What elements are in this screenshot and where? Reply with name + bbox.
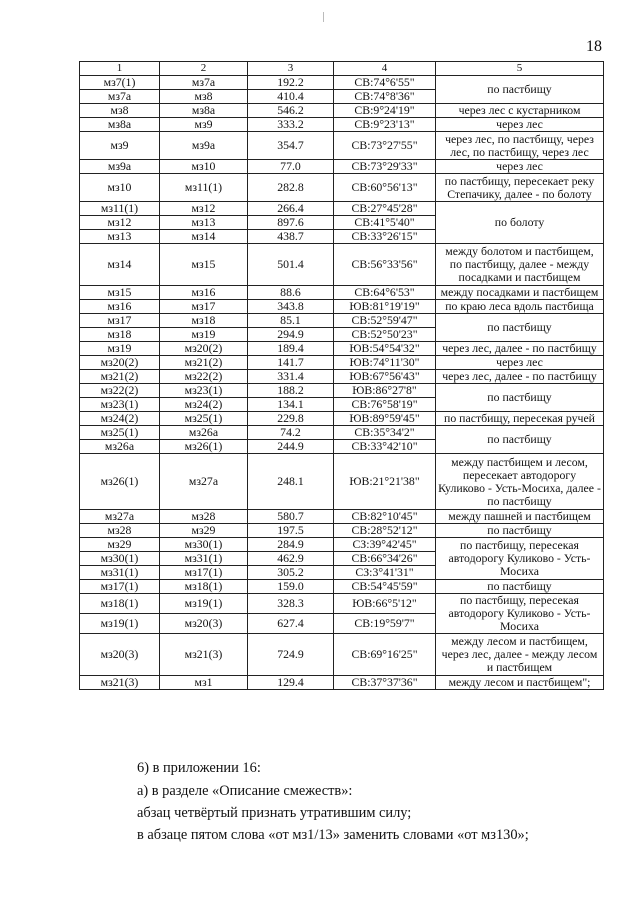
table-row	[80, 160, 604, 174]
bearing-cell: СВ:52°59'47"	[334, 314, 436, 328]
table-header-row	[80, 62, 604, 76]
table-row	[80, 594, 604, 614]
header-cell: 2	[160, 62, 248, 76]
description-cell: по пастбищу, пересекая ручей	[436, 412, 604, 426]
table-row	[80, 454, 604, 510]
bearing-cell: СВ:69°16'25"	[334, 634, 436, 676]
from-point-cell: мз20(3)	[80, 634, 160, 676]
description-cell: по пастбищу, пересекает реку Степачику, далее - по болоту	[436, 174, 604, 202]
bearing-cell: СВ:76°58'19"	[334, 398, 436, 412]
to-point-cell: мз31(1)	[160, 552, 248, 566]
table-row	[80, 244, 604, 286]
bearing-cell: СВ:33°42'10"	[334, 440, 436, 454]
from-point-cell: мз18	[80, 328, 160, 342]
table-row	[80, 384, 604, 398]
table-row	[80, 412, 604, 426]
length-cell: 189.4	[248, 342, 334, 356]
header-cell: 3	[248, 62, 334, 76]
bearing-cell: СВ:56°33'56"	[334, 244, 436, 286]
table-row	[80, 342, 604, 356]
scan-mark	[323, 12, 324, 22]
to-point-cell: мз25(1)	[160, 412, 248, 426]
to-point-cell: мз21(2)	[160, 356, 248, 370]
from-point-cell: мз10	[80, 174, 160, 202]
description-cell: между болотом и пастбищем, по пастбищу, далее - между посадками и пастбищем	[436, 244, 604, 286]
bearing-cell: СВ:27°45'28"	[334, 202, 436, 216]
to-point-cell: мз27а	[160, 454, 248, 510]
length-cell: 305.2	[248, 566, 334, 580]
from-point-cell: мз16	[80, 300, 160, 314]
to-point-cell: мз16	[160, 286, 248, 300]
description-cell: между пастбищем и лесом, пересекает автодорогу Куликово - Усть-Мосиха, далее - по пастбищу	[436, 454, 604, 510]
description-cell: между лесом и пастбищем";	[436, 676, 604, 690]
description-cell: между лесом и пастбищем, через лес, далее - между лесом и пастбищем	[436, 634, 604, 676]
length-cell: 134.1	[248, 398, 334, 412]
table-row	[80, 370, 604, 384]
description-cell: через лес	[436, 160, 604, 174]
bearing-cell: СВ:35°34'2"	[334, 426, 436, 440]
from-point-cell: мз26а	[80, 440, 160, 454]
table-row	[80, 76, 604, 90]
table-row	[80, 524, 604, 538]
bearing-cell: ЮВ:66°5'12"	[334, 594, 436, 614]
from-point-cell: мз8а	[80, 118, 160, 132]
length-cell: 74.2	[248, 426, 334, 440]
from-point-cell: мз27а	[80, 510, 160, 524]
bearing-cell: СВ:74°6'55"	[334, 76, 436, 90]
bearing-cell: СВ:9°24'19"	[334, 104, 436, 118]
description-cell: по краю леса вдоль пастбища	[436, 300, 604, 314]
table-row	[80, 676, 604, 690]
description-cell: по пастбищу	[436, 384, 604, 412]
length-cell: 501.4	[248, 244, 334, 286]
to-point-cell: мз7а	[160, 76, 248, 90]
length-cell: 724.9	[248, 634, 334, 676]
length-cell: 244.9	[248, 440, 334, 454]
bearing-cell: ЮВ:21°21'38"	[334, 454, 436, 510]
length-cell: 546.2	[248, 104, 334, 118]
bearing-cell: СВ:41°5'40"	[334, 216, 436, 230]
length-cell: 580.7	[248, 510, 334, 524]
to-point-cell: мз26а	[160, 426, 248, 440]
header-cell: 1	[80, 62, 160, 76]
length-cell: 410.4	[248, 90, 334, 104]
description-cell: по пастбищу	[436, 314, 604, 342]
length-cell: 897.6	[248, 216, 334, 230]
from-point-cell: мз9а	[80, 160, 160, 174]
bearing-cell: СВ:74°8'36"	[334, 90, 436, 104]
bearing-cell: СВ:64°6'53"	[334, 286, 436, 300]
bearing-cell: ЮВ:89°59'45"	[334, 412, 436, 426]
bearing-cell: СВ:28°52'12"	[334, 524, 436, 538]
description-cell: через лес	[436, 356, 604, 370]
description-cell: через лес с кустарником	[436, 104, 604, 118]
description-cell: через лес, далее - по пастбищу	[436, 370, 604, 384]
to-point-cell: мз17	[160, 300, 248, 314]
to-point-cell: мз29	[160, 524, 248, 538]
length-cell: 248.1	[248, 454, 334, 510]
to-point-cell: мз17(1)	[160, 566, 248, 580]
to-point-cell: мз19(1)	[160, 594, 248, 614]
table-row	[80, 314, 604, 328]
description-cell: по пастбищу	[436, 426, 604, 454]
to-point-cell: мз19	[160, 328, 248, 342]
from-point-cell: мз30(1)	[80, 552, 160, 566]
to-point-cell: мз10	[160, 160, 248, 174]
from-point-cell: мз7(1)	[80, 76, 160, 90]
to-point-cell: мз13	[160, 216, 248, 230]
length-cell: 284.9	[248, 538, 334, 552]
length-cell: 229.8	[248, 412, 334, 426]
from-point-cell: мз11(1)	[80, 202, 160, 216]
to-point-cell: мз21(3)	[160, 634, 248, 676]
from-point-cell: мз18(1)	[80, 594, 160, 614]
from-point-cell: мз23(1)	[80, 398, 160, 412]
length-cell: 85.1	[248, 314, 334, 328]
length-cell: 77.0	[248, 160, 334, 174]
from-point-cell: мз17(1)	[80, 580, 160, 594]
length-cell: 129.4	[248, 676, 334, 690]
bearing-cell: ЮВ:67°56'43"	[334, 370, 436, 384]
length-cell: 197.5	[248, 524, 334, 538]
bearing-cell: СВ:9°23'13"	[334, 118, 436, 132]
bearing-cell: СЗ:39°42'45"	[334, 538, 436, 552]
to-point-cell: мз24(2)	[160, 398, 248, 412]
bearing-cell: СВ:37°37'36"	[334, 676, 436, 690]
to-point-cell: мз12	[160, 202, 248, 216]
length-cell: 188.2	[248, 384, 334, 398]
length-cell: 88.6	[248, 286, 334, 300]
length-cell: 266.4	[248, 202, 334, 216]
description-cell: по пастбищу	[436, 524, 604, 538]
bearing-cell: СВ:33°26'15"	[334, 230, 436, 244]
header-cell: 4	[334, 62, 436, 76]
from-point-cell: мз19(1)	[80, 614, 160, 634]
to-point-cell: мз23(1)	[160, 384, 248, 398]
bearing-cell: ЮВ:86°27'8"	[334, 384, 436, 398]
description-cell: через лес, по пастбищу, через лес, по пастбищу, через лес	[436, 132, 604, 160]
amendment-line-1: абзац четвёртый признать утратившим силу;	[137, 805, 412, 821]
to-point-cell: мз26(1)	[160, 440, 248, 454]
from-point-cell: мз21(2)	[80, 370, 160, 384]
bearing-cell: СВ:19°59'7"	[334, 614, 436, 634]
to-point-cell: мз18	[160, 314, 248, 328]
amendment-line-2: в абзаце пятом слова «от мз1/13» заменить словами «от мз130»;	[137, 827, 529, 843]
to-point-cell: мз18(1)	[160, 580, 248, 594]
bearing-cell: СВ:60°56'13"	[334, 174, 436, 202]
table-row	[80, 300, 604, 314]
to-point-cell: мз8а	[160, 104, 248, 118]
table-row	[80, 286, 604, 300]
bearing-cell: СВ:54°45'59"	[334, 580, 436, 594]
from-point-cell: мз26(1)	[80, 454, 160, 510]
length-cell: 282.8	[248, 174, 334, 202]
from-point-cell: мз21(3)	[80, 676, 160, 690]
from-point-cell: мз8	[80, 104, 160, 118]
from-point-cell: мз7а	[80, 90, 160, 104]
length-cell: 354.7	[248, 132, 334, 160]
bearing-cell: СЗ:3°41'31"	[334, 566, 436, 580]
to-point-cell: мз1	[160, 676, 248, 690]
table-row	[80, 202, 604, 216]
length-cell: 438.7	[248, 230, 334, 244]
amendment-subitem: а) в разделе «Описание смежеств»:	[137, 783, 353, 799]
from-point-cell: мз9	[80, 132, 160, 160]
bearing-cell: СВ:73°29'33"	[334, 160, 436, 174]
table-row	[80, 426, 604, 440]
from-point-cell: мз19	[80, 342, 160, 356]
table-row	[80, 174, 604, 202]
to-point-cell: мз9	[160, 118, 248, 132]
from-point-cell: мз13	[80, 230, 160, 244]
bearing-cell: ЮВ:54°54'32"	[334, 342, 436, 356]
length-cell: 343.8	[248, 300, 334, 314]
to-point-cell: мз20(3)	[160, 614, 248, 634]
to-point-cell: мз8	[160, 90, 248, 104]
from-point-cell: мз24(2)	[80, 412, 160, 426]
description-cell: по пастбищу, пересекая автодорогу Куликово - Усть-Мосиха	[436, 594, 604, 634]
boundary-table	[79, 61, 604, 690]
from-point-cell: мз15	[80, 286, 160, 300]
table-row	[80, 118, 604, 132]
from-point-cell: мз14	[80, 244, 160, 286]
length-cell: 159.0	[248, 580, 334, 594]
table-row	[80, 510, 604, 524]
header-cell: 5	[436, 62, 604, 76]
bearing-cell: СВ:66°34'26"	[334, 552, 436, 566]
length-cell: 331.4	[248, 370, 334, 384]
length-cell: 141.7	[248, 356, 334, 370]
description-cell: по пастбищу, пересекая автодорогу Куликово - Усть-Мосиха	[436, 538, 604, 580]
to-point-cell: мз14	[160, 230, 248, 244]
table-row	[80, 104, 604, 118]
bearing-cell: СВ:82°10'45"	[334, 510, 436, 524]
description-cell: через лес	[436, 118, 604, 132]
table-row	[80, 356, 604, 370]
bearing-cell: СВ:73°27'55"	[334, 132, 436, 160]
from-point-cell: мз17	[80, 314, 160, 328]
from-point-cell: мз12	[80, 216, 160, 230]
bearing-cell: СВ:52°50'23"	[334, 328, 436, 342]
page-number: 18	[586, 38, 602, 55]
description-cell: между посадками и пастбищем	[436, 286, 604, 300]
from-point-cell: мз22(2)	[80, 384, 160, 398]
table-row	[80, 538, 604, 552]
description-cell: по болоту	[436, 202, 604, 244]
to-point-cell: мз30(1)	[160, 538, 248, 552]
description-cell: между пашней и пастбищем	[436, 510, 604, 524]
from-point-cell: мз25(1)	[80, 426, 160, 440]
table-row	[80, 634, 604, 676]
length-cell: 192.2	[248, 76, 334, 90]
table-row	[80, 580, 604, 594]
length-cell: 294.9	[248, 328, 334, 342]
length-cell: 627.4	[248, 614, 334, 634]
length-cell: 462.9	[248, 552, 334, 566]
from-point-cell: мз29	[80, 538, 160, 552]
amendment-item: 6) в приложении 16:	[137, 760, 261, 776]
to-point-cell: мз28	[160, 510, 248, 524]
bearing-cell: ЮВ:74°11'30"	[334, 356, 436, 370]
from-point-cell: мз20(2)	[80, 356, 160, 370]
from-point-cell: мз31(1)	[80, 566, 160, 580]
description-cell: по пастбищу	[436, 76, 604, 104]
table-row	[80, 132, 604, 160]
length-cell: 328.3	[248, 594, 334, 614]
to-point-cell: мз20(2)	[160, 342, 248, 356]
to-point-cell: мз22(2)	[160, 370, 248, 384]
description-cell: по пастбищу	[436, 580, 604, 594]
bearing-cell: ЮВ:81°19'19"	[334, 300, 436, 314]
to-point-cell: мз11(1)	[160, 174, 248, 202]
description-cell: через лес, далее - по пастбищу	[436, 342, 604, 356]
length-cell: 333.2	[248, 118, 334, 132]
to-point-cell: мз9а	[160, 132, 248, 160]
from-point-cell: мз28	[80, 524, 160, 538]
to-point-cell: мз15	[160, 244, 248, 286]
